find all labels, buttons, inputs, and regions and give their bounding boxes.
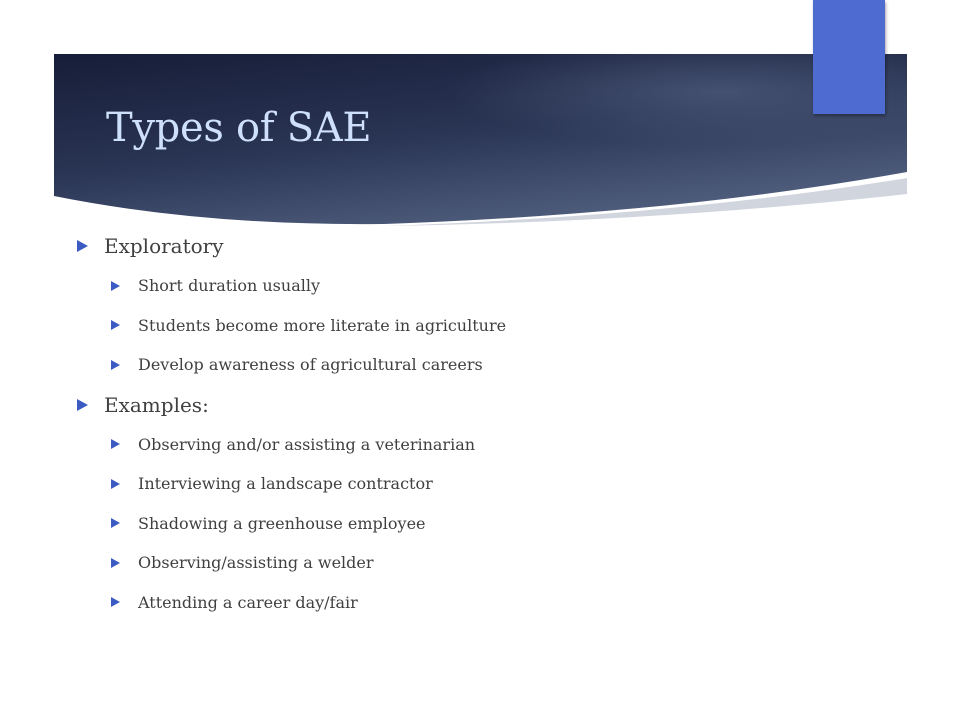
- bullet-list: [76, 226, 896, 622]
- bullet-text: Observing and/or assisting a veterinarian: [138, 434, 476, 454]
- bullet-arrow-icon: [77, 399, 88, 411]
- sub-bullet: [76, 583, 896, 623]
- bullet-text: Exploratory: [104, 234, 224, 258]
- bullet-arrow-icon: [111, 518, 120, 528]
- bullet-arrow-icon: [111, 281, 120, 291]
- bullet-text: Examples:: [104, 392, 209, 417]
- sub-bullet: [76, 425, 896, 465]
- sub-bullet: [76, 266, 896, 306]
- bullet-text: Short duration usually: [138, 276, 320, 296]
- bullet-text: Develop awareness of agricultural careers: [138, 355, 483, 375]
- bullet-text: Interviewing a landscape contractor: [138, 474, 433, 494]
- sub-bullet: [76, 345, 896, 385]
- bullet-examples: [76, 385, 896, 425]
- bullet-arrow-icon: [111, 439, 120, 449]
- bullet-exploratory: [76, 226, 896, 266]
- sub-bullet: [76, 543, 896, 583]
- bullet-arrow-icon: [77, 240, 88, 252]
- sub-bullet: [76, 504, 896, 544]
- bullet-text: Observing/assisting a welder: [138, 553, 374, 573]
- bullet-arrow-icon: [111, 558, 120, 568]
- sub-bullet: [76, 306, 896, 346]
- slide-title: Types of SAE: [106, 105, 372, 151]
- sub-bullet: [76, 464, 896, 504]
- bullet-text: Attending a career day/fair: [138, 592, 358, 612]
- bullet-text: Shadowing a greenhouse employee: [138, 513, 426, 533]
- bullet-arrow-icon: [111, 320, 120, 330]
- accent-tab: [813, 0, 885, 114]
- bullet-text: Students become more literate in agriculture: [138, 315, 507, 335]
- bullet-arrow-icon: [111, 360, 120, 370]
- bullet-arrow-icon: [111, 479, 120, 489]
- bullet-arrow-icon: [111, 597, 120, 607]
